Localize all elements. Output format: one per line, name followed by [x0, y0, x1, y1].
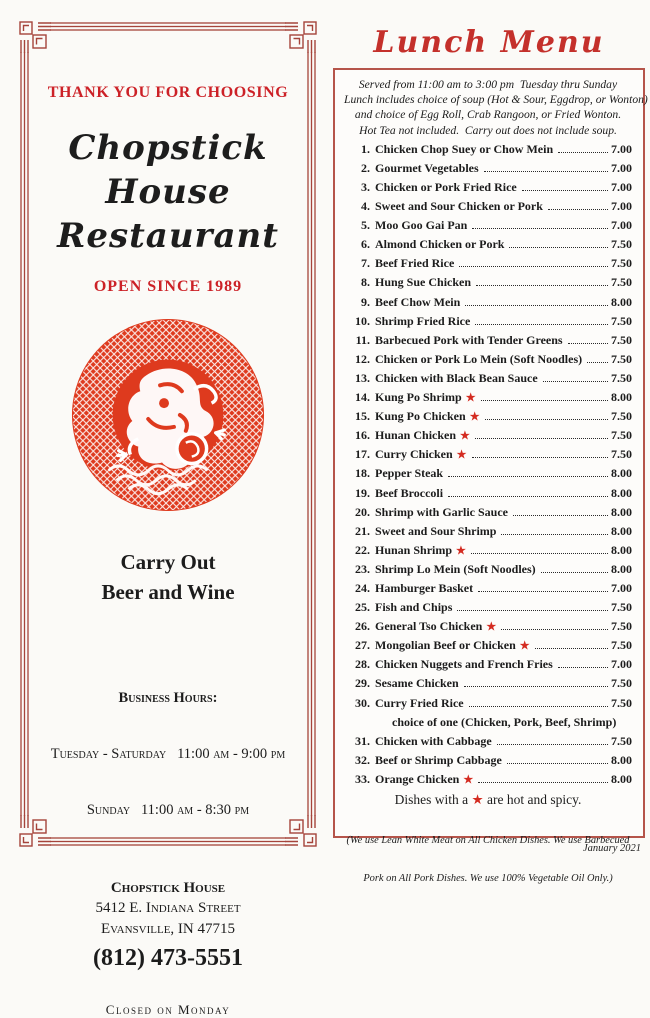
item-name: Sweet and Sour Chicken or Pork	[375, 199, 543, 214]
hours-line: Sunday 11:00 am - 8:30 pm	[86, 802, 250, 818]
item-price: 7.00	[611, 180, 632, 194]
dot-leader	[469, 706, 608, 707]
restaurant-name-line1: Chopstick House	[68, 128, 268, 212]
item-number: 3.	[361, 180, 370, 194]
item-number: 11.	[355, 332, 370, 347]
address-street: 5412 E. Indiana Street	[95, 900, 241, 916]
menu-item-row	[344, 619, 632, 638]
menu-item-row	[344, 466, 632, 485]
restaurant-name	[18, 126, 318, 258]
item-price: 7.50	[611, 237, 632, 252]
item-name: Shrimp Fried Rice	[375, 313, 471, 328]
item-price: 7.50	[611, 275, 632, 290]
item-price: 8.00	[611, 561, 632, 576]
menu-item-row	[344, 638, 632, 657]
spicy-legend-pre: Dishes with a	[394, 792, 469, 807]
item-number: 9.	[361, 294, 370, 309]
menu-item-row	[344, 581, 632, 600]
item-name: Moo Goo Gai Pan	[375, 218, 468, 233]
menu-item-row	[344, 218, 632, 237]
item-name: Chicken with Black Bean Sauce	[375, 370, 538, 385]
item-price: 7.00	[611, 218, 632, 233]
item-name: Barbecued Pork with Tender Greens	[375, 332, 563, 347]
item-price: 8.00	[611, 466, 632, 481]
menu-item-row	[344, 428, 632, 447]
item-name: Sesame Chicken	[375, 676, 459, 691]
item-price: 8.00	[611, 294, 632, 309]
item-number: 33.	[355, 771, 370, 786]
hours-line: Tuesday - Saturday 11:00 am - 9:00 pm	[50, 746, 286, 762]
item-number: 26.	[355, 619, 370, 634]
intro-line: Served from 11:00 am to 3:00 pm Tuesday thru Sunday	[358, 78, 618, 91]
menu-date: January 2021	[582, 843, 641, 854]
item-number: 6.	[361, 237, 370, 252]
dot-leader	[481, 400, 608, 401]
item-number: 17.	[355, 447, 370, 462]
menu-items	[344, 142, 632, 791]
phone-number: (812) 473-5551	[93, 945, 243, 971]
dot-leader	[475, 324, 608, 325]
item-name: Chicken Chop Suey or Chow Mein	[375, 141, 554, 156]
spicy-star-icon: ★	[486, 621, 497, 634]
item-number: 20.	[355, 504, 370, 519]
dot-leader	[478, 591, 608, 592]
dot-leader	[535, 648, 608, 649]
dot-leader	[558, 152, 608, 153]
item-price: 7.50	[611, 370, 632, 385]
dot-leader	[513, 515, 608, 516]
menu-item-row	[344, 161, 632, 180]
item-number: 19.	[355, 485, 370, 500]
item-number: 1.	[361, 141, 370, 156]
spicy-star-icon: ★	[460, 430, 470, 443]
spicy-star-icon: ★	[465, 392, 476, 405]
spicy-legend	[344, 792, 632, 808]
dot-leader	[472, 228, 608, 229]
item-price: 7.00	[611, 199, 632, 214]
dot-leader	[464, 686, 608, 687]
item-number: 24.	[355, 580, 370, 595]
item-number: 4.	[361, 199, 370, 214]
dot-leader	[507, 763, 608, 764]
spicy-star-icon: ★	[471, 792, 484, 807]
item-name: Almond Chicken or Pork	[375, 237, 505, 252]
menu-item-row	[344, 371, 632, 390]
item-price: 7.50	[611, 733, 632, 748]
item-number: 27.	[355, 638, 370, 653]
lunch-menu-panel	[333, 22, 648, 884]
menu-item-row	[344, 505, 632, 524]
item-name: Fish and Chips	[375, 600, 453, 615]
item-price: 8.00	[611, 752, 632, 767]
spicy-star-icon: ★	[463, 773, 474, 786]
item-price: 8.00	[611, 771, 632, 786]
open-since-label: OPEN SINCE 1989	[93, 278, 243, 295]
carry-out-label: Carry Out	[120, 550, 216, 574]
dot-leader	[558, 667, 608, 668]
item-number: 14.	[355, 390, 370, 405]
item-price: 7.00	[611, 580, 632, 595]
item-number: 13.	[355, 370, 370, 385]
item-name: Chicken with Cabbage	[375, 733, 492, 748]
address-city: Evansville, IN 47715	[100, 921, 236, 937]
item-number: 28.	[355, 657, 370, 672]
item-price: 8.00	[611, 485, 632, 500]
item-name: Curry Fried Rice	[375, 695, 464, 710]
dot-leader	[448, 496, 608, 497]
spicy-star-icon: ★	[456, 449, 467, 462]
item-price: 7.50	[611, 428, 632, 443]
item-number: 30.	[355, 695, 370, 710]
intro-line: Hot Tea not included. Carry out does not include soup.	[359, 123, 617, 137]
item-name: Gourmet Vegetables	[375, 160, 479, 175]
item-price: 7.50	[611, 638, 632, 653]
item-number: 18.	[355, 466, 370, 481]
item-price: 8.00	[611, 542, 632, 557]
closed-monday-note: Closed on Monday	[105, 1002, 231, 1017]
dot-leader	[541, 572, 608, 573]
item-number: 32.	[355, 752, 370, 767]
item-number: 22.	[355, 542, 370, 557]
menu-item-row	[344, 753, 632, 772]
dot-leader	[459, 266, 608, 267]
dot-leader	[478, 782, 608, 783]
item-name: Kung Po Shrimp	[375, 390, 462, 405]
item-price: 8.00	[611, 523, 632, 538]
item-price: 8.00	[611, 504, 632, 519]
item-name: Pepper Steak	[375, 466, 444, 481]
menu-item-row	[344, 256, 632, 275]
footnote-line: Pork on All Pork Dishes. We use 100% Vegetable Oil Only.)	[363, 872, 613, 884]
intro-line: and choice of Egg Roll, Crab Rangoon, or Fried Wonton.	[354, 108, 622, 122]
menu-item-row	[344, 447, 632, 466]
menu-item-row	[344, 696, 632, 715]
menu-title: Lunch Menu	[373, 25, 605, 60]
dot-leader	[543, 381, 608, 382]
item-name: Hunan Shrimp	[375, 542, 453, 557]
item-name: General Tso Chicken	[375, 619, 483, 634]
address-block	[18, 878, 318, 974]
menu-intro	[344, 77, 648, 138]
menu-item-row	[344, 562, 632, 581]
dot-leader	[587, 362, 608, 363]
dot-leader	[475, 438, 608, 439]
item-number: 31.	[355, 733, 370, 748]
beer-wine-label: Beer and Wine	[101, 580, 235, 604]
item-price: 7.50	[611, 313, 632, 328]
menu-item-row	[344, 314, 632, 333]
menu-item-row	[344, 295, 632, 314]
item-price: 7.00	[611, 141, 632, 156]
dot-leader	[548, 209, 608, 210]
footnote-line: (We use Lean White Meat on All Chicken Dishes. We use Barbecued	[346, 834, 630, 846]
menu-item-row	[344, 657, 632, 676]
item-price: 7.50	[611, 409, 632, 424]
item-price: 7.50	[611, 600, 632, 615]
menu-item-note: choice of one (Chicken, Pork, Beef, Shrimp)	[392, 714, 617, 729]
menu-item-row	[344, 524, 632, 543]
menu-item-row	[344, 772, 632, 791]
item-price: 7.50	[611, 619, 632, 634]
intro-line: Lunch includes choice of soup (Hot & Sour, Eggdrop, or Wonton)	[344, 93, 648, 107]
menu-item-row	[344, 275, 632, 294]
business-hours-block	[18, 653, 318, 856]
item-name: Beef Fried Rice	[375, 256, 455, 271]
item-price: 7.50	[611, 332, 632, 347]
item-name: Chicken or Pork Lo Mein (Soft Noodles)	[375, 351, 583, 366]
dot-leader	[465, 305, 608, 306]
dot-leader	[501, 534, 608, 535]
dot-leader	[471, 553, 608, 554]
spicy-star-icon: ★	[469, 411, 480, 424]
item-name: Hung Sue Chicken	[375, 275, 472, 290]
menu-item-row	[344, 180, 632, 199]
menu-item-row	[344, 676, 632, 695]
item-number: 8.	[361, 275, 370, 290]
item-name: Chicken Nuggets and French Fries	[375, 657, 553, 672]
item-number: 23.	[355, 561, 370, 576]
spicy-star-icon: ★	[456, 544, 466, 557]
cover-panel	[18, 20, 318, 1017]
item-number: 5.	[361, 218, 370, 233]
item-name: Beef Chow Mein	[375, 294, 461, 309]
dot-leader	[472, 457, 608, 458]
item-number: 7.	[361, 256, 370, 271]
menu-item-row	[344, 333, 632, 352]
item-name: Shrimp with Garlic Sauce	[375, 504, 509, 519]
spicy-legend-post: are hot and spicy.	[487, 792, 582, 807]
item-number: 16.	[355, 428, 370, 443]
item-name: Shrimp Lo Mein (Soft Noodles)	[375, 561, 536, 576]
thank-you-tagline: THANK YOU FOR CHOOSING	[47, 84, 289, 101]
dot-leader	[484, 171, 608, 172]
dot-leader	[485, 419, 608, 420]
menu-item-row	[344, 199, 632, 218]
item-name: Orange Chicken	[375, 771, 460, 786]
item-name: Kung Po Chicken	[375, 409, 466, 424]
business-hours-heading: Business Hours:	[118, 690, 218, 706]
dot-leader	[501, 629, 608, 630]
menu-item-row	[344, 734, 632, 753]
item-number: 10.	[355, 313, 370, 328]
menu-item-row	[344, 409, 632, 428]
item-name: Chicken or Pork Fried Rice	[375, 180, 517, 194]
restaurant-name-line2: Restaurant	[57, 216, 279, 256]
dot-leader	[568, 343, 608, 344]
services-block	[18, 547, 318, 607]
dot-leader	[457, 610, 608, 611]
address-name: Chopstick House	[110, 880, 226, 896]
item-number: 29.	[355, 676, 370, 691]
item-name: Sweet and Sour Shrimp	[375, 523, 497, 538]
menu-item-row	[344, 352, 632, 371]
item-name: Mongolian Beef or Chicken	[375, 638, 516, 653]
item-price: 7.00	[611, 657, 632, 672]
dragon-icon	[69, 316, 267, 514]
menu-item-row	[344, 390, 632, 409]
dragon-medallion-image	[18, 316, 318, 519]
item-name: Curry Chicken	[375, 447, 453, 462]
meat-footnote	[344, 809, 632, 911]
item-number: 15.	[355, 409, 370, 424]
menu-item-row	[344, 600, 632, 619]
item-price: 7.50	[611, 695, 632, 710]
dot-leader	[497, 744, 608, 745]
item-number: 25.	[355, 600, 370, 615]
item-price: 7.50	[611, 351, 632, 366]
item-number: 12.	[355, 351, 370, 366]
dot-leader	[522, 190, 608, 191]
dot-leader	[476, 285, 608, 286]
item-number: 21.	[355, 523, 370, 538]
item-name: Beef Broccoli	[375, 485, 444, 500]
spicy-star-icon: ★	[519, 640, 530, 653]
menu-item-row	[344, 237, 632, 256]
item-name: Hunan Chicken	[375, 428, 457, 443]
menu-item-row	[344, 486, 632, 505]
menu-item-row	[344, 543, 632, 562]
dot-leader	[509, 247, 608, 248]
dot-leader	[448, 476, 608, 477]
item-price: 7.50	[611, 676, 632, 691]
item-name: Hamburger Basket	[375, 580, 474, 595]
item-price: 7.50	[611, 447, 632, 462]
item-number: 2.	[361, 160, 370, 175]
item-name: Beef or Shrimp Cabbage	[375, 752, 502, 767]
item-price: 8.00	[611, 390, 632, 405]
menu-item-row	[344, 142, 632, 161]
item-price: 7.50	[611, 256, 632, 271]
item-price: 7.00	[611, 160, 632, 175]
